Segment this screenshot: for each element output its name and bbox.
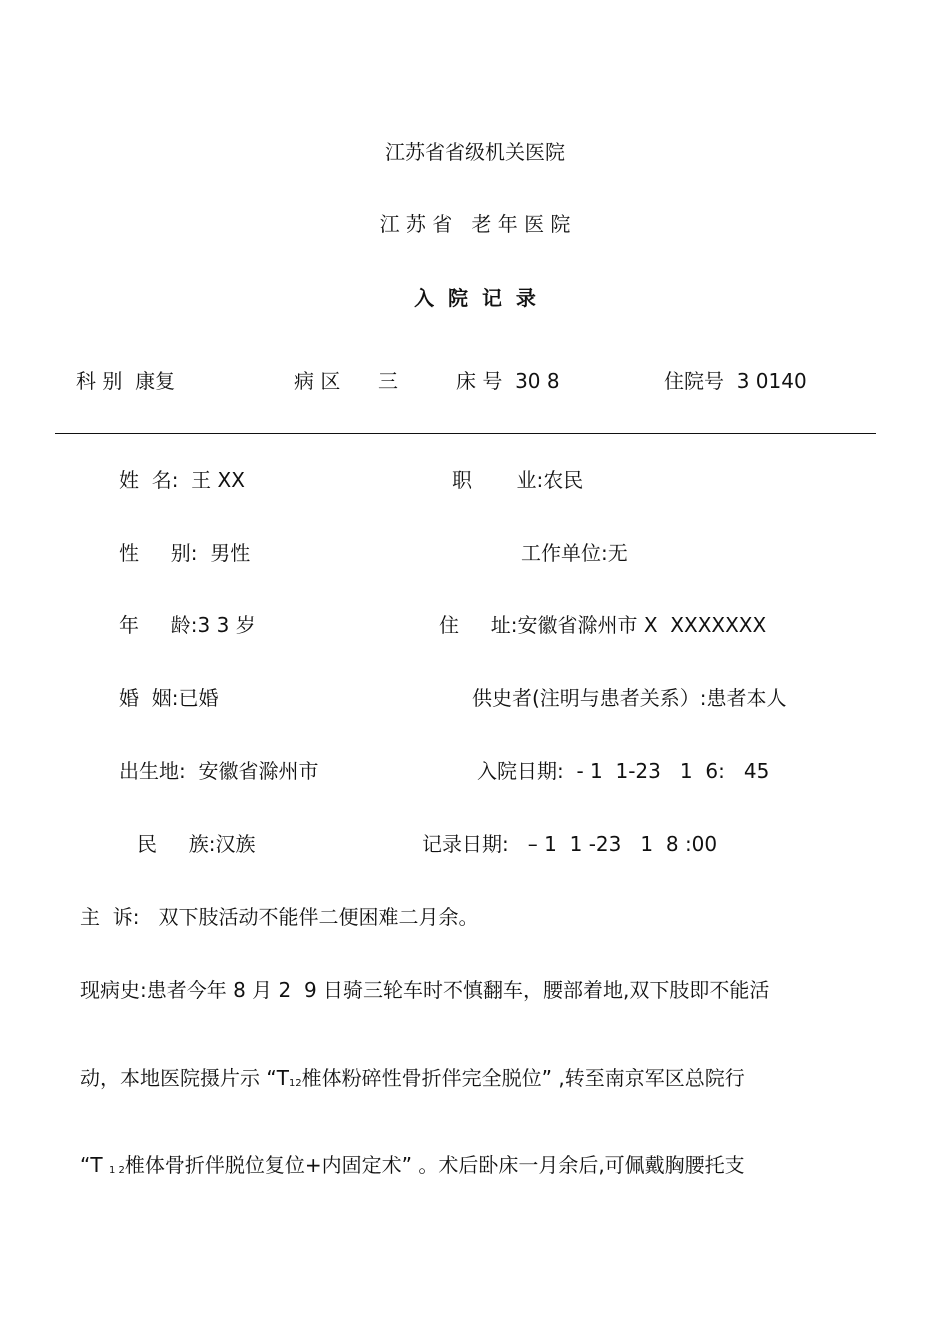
- subscript-vertebra: 12: [288, 1078, 302, 1089]
- record-title: 入 院 记 录: [414, 286, 536, 310]
- department-field: 科 别 康复: [76, 369, 176, 393]
- present-illness-line: 动，本地医院摄片示 “$T_{12}$椎体粉碎性骨折伴完全脱位” ,转至南京军区总院行: [80, 1066, 745, 1090]
- sex-field: 性 别: 男性: [119, 541, 251, 565]
- header-divider: [55, 433, 876, 434]
- bed-field: 床 号 30 8: [456, 369, 560, 393]
- hospital-name-line2: 江 苏 省 老 年 医 院: [379, 212, 571, 236]
- ethnicity-field: 民 族:汉族: [137, 832, 256, 856]
- informant-field: 供史者(注明与患者关系）:患者本人: [472, 686, 787, 710]
- admission-date-field: 入院日期: - 1 1-23 1 6: 45: [477, 759, 770, 783]
- hospital-name-line1: 江苏省省级机关医院: [385, 140, 565, 164]
- present-illness-line: 现病史:患者今年 8 月 2 9 日骑三轮车时不慎翻车，腰部着地,双下肢即不能活: [80, 978, 770, 1002]
- patient-name-field: 姓 名: 王 XX: [119, 468, 245, 492]
- marital-status-field: 婚 姻:已婚: [119, 686, 219, 710]
- present-illness-line: “T $_{1 2}$椎体骨折伴脱位复位+内固定术” 。术后卧床一月余后,可佩戴胸腰托支: [80, 1153, 745, 1177]
- ward-label: 病 区: [294, 369, 341, 393]
- admission-number-field: 住院号 3 0140: [664, 369, 807, 393]
- ward-value: 三: [378, 369, 398, 393]
- subscript-vertebra: 1 2: [108, 1165, 125, 1176]
- chief-complaint: 主 诉: 双下肢活动不能伴二便困难二月余。: [80, 905, 479, 929]
- occupation-field: 职 业:农民: [452, 468, 584, 492]
- address-field: 住 址:安徽省滁州市 X XXXXXXX: [439, 613, 767, 637]
- birthplace-field: 出生地: 安徽省滁州市: [119, 759, 319, 783]
- age-field: 年 龄:3 3 岁: [119, 613, 256, 637]
- record-date-field: 记录日期: – 1 1 -23 1 8 :00: [422, 832, 718, 856]
- employer-field: 工作单位:无: [521, 541, 628, 565]
